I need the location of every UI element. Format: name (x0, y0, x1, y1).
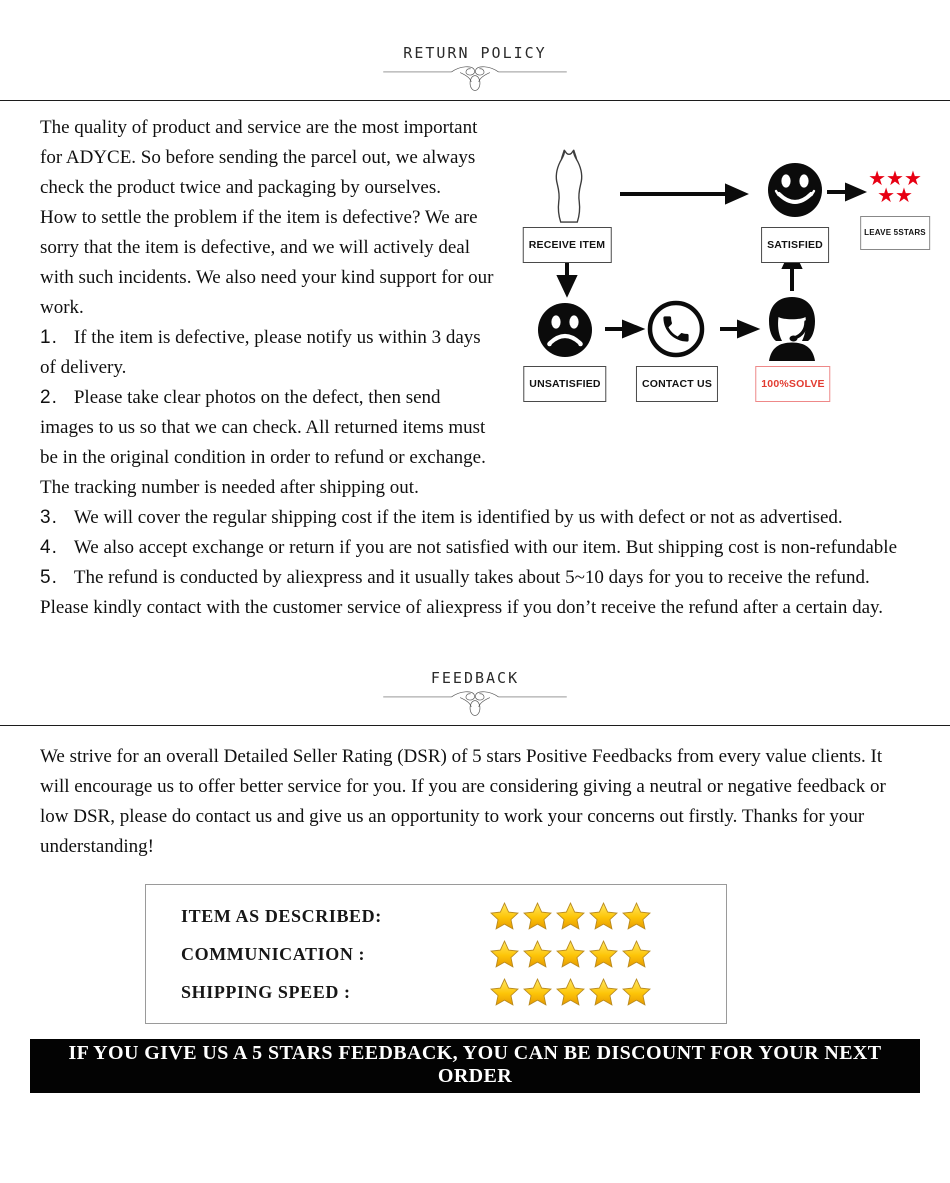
dress-icon (549, 147, 589, 225)
item-number: 4. (40, 537, 58, 558)
return-policy-body (40, 101, 926, 623)
discount-banner: IF YOU GIVE US A 5 STARS FEEDBACK, YOU CAN BE DISCOUNT FOR YOUR NEXT ORDER (30, 1039, 920, 1093)
policy-item-4 (40, 533, 910, 563)
rating-label: COMMUNICATION : (181, 943, 366, 964)
unsatisfied-label: UNSATISFIED (523, 366, 606, 402)
five-gold-stars-icon (489, 939, 652, 970)
satisfied-smiley-icon (765, 160, 825, 220)
customer-service-icon (762, 295, 822, 361)
item-text: We will cover the regular shipping cost if the item is identified by us with defect or not as advertised. (73, 507, 843, 528)
flourish-ornament (382, 63, 568, 92)
dsr-ratings-box (145, 884, 727, 1024)
five-red-stars-icon (863, 166, 927, 207)
policy-intro-1: The quality of product and service are the most important for ADYCE. So before sending the parcel out, we always check the product twice and packaging by ourselves. (40, 117, 478, 198)
red-stars-row2: ★★ (877, 183, 913, 207)
five-gold-stars-icon (489, 977, 652, 1008)
rating-label: ITEM AS DESCRIBED: (181, 905, 382, 926)
rating-row-item-as-described (181, 897, 726, 935)
item-number: 3. (40, 507, 58, 528)
item-text: We also accept exchange or return if you are not satisfied with our item. But shipping cost is non-refundable (73, 537, 898, 558)
policy-intro-2: How to settle the problem if the item is defective? We are sorry that the item is defective, and we will actively deal with such incidents. We also need your kind support for our work. (40, 207, 494, 318)
feedback-title: FEEDBACK (430, 669, 520, 687)
rating-row-communication (181, 935, 726, 973)
rating-row-shipping-speed (181, 973, 726, 1011)
feedback-header (0, 623, 950, 717)
policy-item-5 (40, 563, 910, 623)
return-policy-header (0, 0, 950, 92)
contact-phone-icon (646, 299, 706, 359)
unsatisfied-sad-icon (535, 300, 595, 360)
flourish-ornament (382, 688, 568, 717)
solve-label: 100%SOLVE (755, 366, 830, 402)
policy-item-3 (40, 503, 910, 533)
item-text: Please take clear photos on the defect, then send images to us so that we can check. All returned items must be in the original condition in order to refund or exchange. The tracking number is needed after shipping out. (40, 387, 486, 498)
feedback-body: We strive for an overall Detailed Seller Rating (DSR) of 5 stars Positive Feedbacks from every value clients. It will encourage us to offer better service for you. If you are considering giving a neutral or negative feedback or low DSR, please do contact us and give us an opportunity to work your concerns out firstly. Thanks for your understanding! (40, 746, 886, 857)
return-policy-title: RETURN POLICY (403, 44, 547, 62)
five-gold-stars-icon (489, 901, 652, 932)
receive-item-label: RECEIVE ITEM (523, 227, 612, 263)
item-text: If the item is defective, please notify us within 3 days of delivery. (40, 327, 481, 378)
item-number: 5. (40, 567, 58, 588)
return-flowchart (505, 113, 935, 465)
item-number: 2. (40, 387, 58, 408)
item-number: 1. (40, 327, 58, 348)
item-text: The refund is conducted by aliexpress and it usually takes about 5~10 days for you to receive the refund. Please kindly contact with the customer service of aliexpress if you don’t receive the refund after a certain day. (40, 567, 884, 618)
rating-label: SHIPPING SPEED : (181, 981, 351, 1002)
satisfied-label: SATISFIED (761, 227, 829, 263)
contact-us-label: CONTACT US (636, 366, 718, 402)
red-stars-row1: ★★★ (868, 166, 922, 190)
leave-5stars-label: LEAVE 5STARS (860, 216, 930, 250)
